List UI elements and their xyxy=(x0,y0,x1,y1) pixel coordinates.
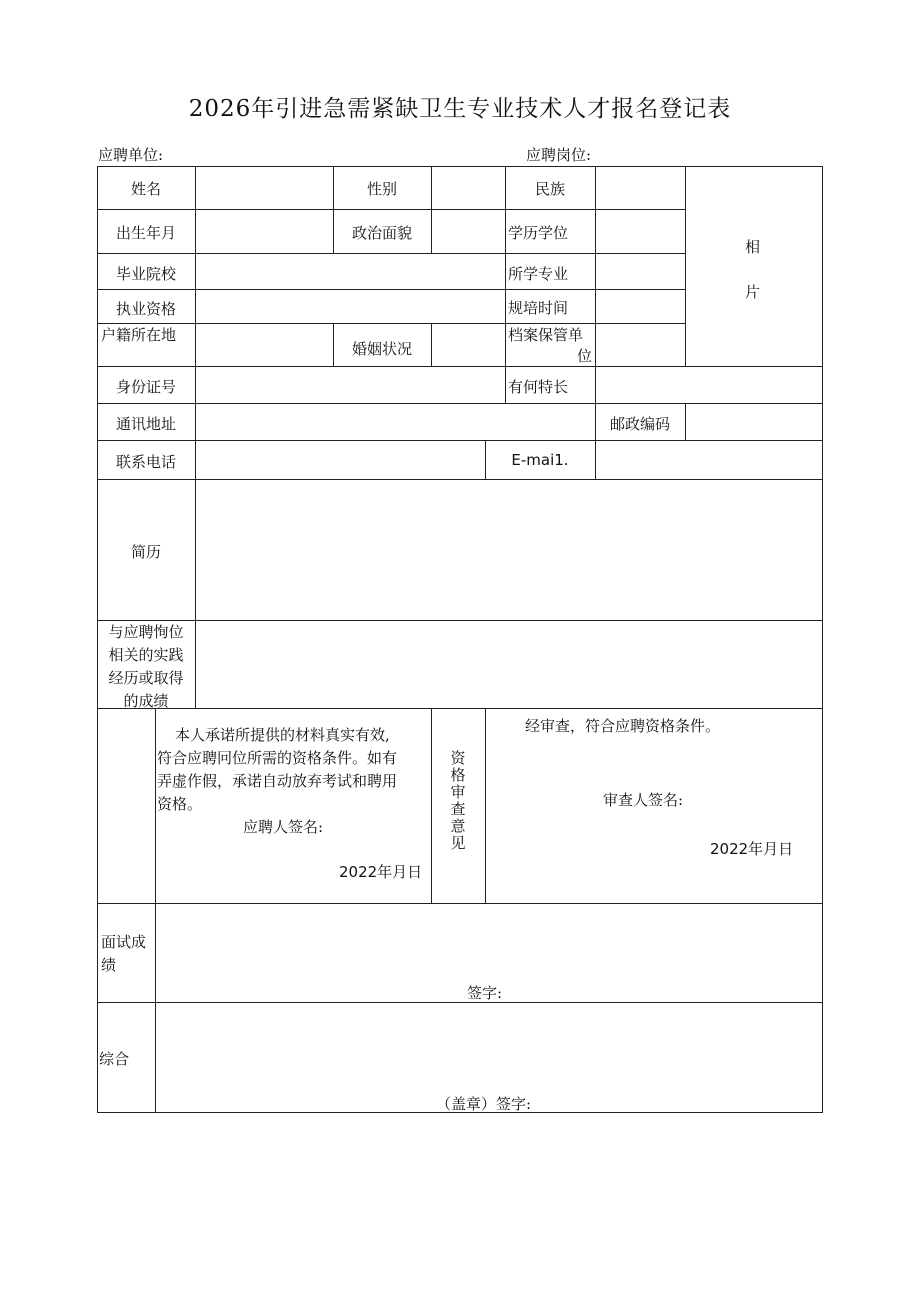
practice-label: 与应聘恂位 相关的实践 经历或取得 的成绩 xyxy=(108,623,184,710)
email-label: E-mai1. xyxy=(511,451,569,469)
overall-label: 综合 xyxy=(99,1050,130,1068)
license-field[interactable] xyxy=(196,290,505,323)
school-field[interactable] xyxy=(196,254,505,289)
political-status-field[interactable] xyxy=(432,210,505,253)
interview-score-label: 面试成 绩 xyxy=(101,933,147,974)
photo-label-1: 相 xyxy=(745,238,761,256)
gender-field[interactable] xyxy=(432,167,505,209)
applying-post-label: 应聘岗位: xyxy=(526,146,592,164)
photo-label-2: 片 xyxy=(745,283,761,301)
col-divider xyxy=(505,166,506,403)
id-number-field[interactable] xyxy=(196,367,505,403)
archive-unit-label-2: 位 xyxy=(577,347,593,365)
birth-date-label: 出生年月 xyxy=(115,224,176,242)
marital-status-label: 婚姻状况 xyxy=(351,340,412,358)
review-text: 经审查，符合应聘资格条件。 xyxy=(525,717,721,735)
seal-signature-label: （盖章）签字: xyxy=(436,1095,532,1113)
ethnicity-field[interactable] xyxy=(596,167,685,209)
major-field[interactable] xyxy=(596,254,685,289)
political-status-label: 政治面貌 xyxy=(351,224,412,242)
practice-field[interactable] xyxy=(196,621,822,708)
archive-unit-label-1: 档案保管单 xyxy=(508,326,584,344)
qualification-review-label: 资格审查意见 xyxy=(450,749,466,852)
marital-status-field[interactable] xyxy=(432,324,505,366)
col-divider xyxy=(485,708,486,903)
birth-date-field[interactable] xyxy=(196,210,333,253)
hukou-field[interactable] xyxy=(196,324,333,366)
address-label: 通讯地址 xyxy=(115,415,176,433)
address-field[interactable] xyxy=(196,404,595,440)
row-divider xyxy=(97,708,823,709)
training-time-field[interactable] xyxy=(596,290,685,323)
name-label: 姓名 xyxy=(130,180,161,198)
applicant-signature-label: 应聘人签名: xyxy=(243,818,324,836)
hukou-label: 户籍所在地 xyxy=(101,326,177,344)
name-field[interactable] xyxy=(196,167,333,209)
degree-label: 学历学位 xyxy=(508,224,569,242)
phone-label: 联系电话 xyxy=(115,453,176,471)
applying-unit-label: 应聘单位: xyxy=(98,146,164,164)
degree-field[interactable] xyxy=(596,210,685,253)
specialty-field[interactable] xyxy=(596,367,822,403)
id-number-label: 身份证号 xyxy=(115,378,176,396)
page-title: 2026年引进急需紧缺卫生专业技术人才报名登记表 xyxy=(188,96,732,122)
school-label: 毕业院校 xyxy=(115,265,176,283)
pledge-statement: 本人承诺所提供的材料真实有效, 符合应聘冋位所需的资格条件。如有 弄虚作假，承诺自动放弃考试和聘用 资格。 xyxy=(157,726,398,813)
email-field[interactable] xyxy=(596,441,822,479)
review-date: 2022年月日 xyxy=(710,840,794,858)
ethnicity-label: 民族 xyxy=(534,180,565,198)
postcode-label: 邮政编码 xyxy=(609,415,670,433)
specialty-label: 有何特长 xyxy=(508,378,569,396)
reviewer-signature-label: 审查人签名: xyxy=(603,791,684,809)
archive-unit-field[interactable] xyxy=(596,324,685,366)
training-time-label: 规培时间 xyxy=(508,299,569,317)
interview-signature-label: 签字: xyxy=(467,984,503,1002)
gender-label: 性别 xyxy=(366,180,397,198)
major-label: 所学专业 xyxy=(508,265,569,283)
postcode-field[interactable] xyxy=(686,404,822,440)
resume-label: 简历 xyxy=(130,543,161,561)
applicant-date: 2022年月日 xyxy=(339,863,423,881)
resume-field[interactable] xyxy=(196,480,822,620)
license-label: 执业资格 xyxy=(115,300,176,318)
phone-field[interactable] xyxy=(196,441,485,479)
photo-box[interactable] xyxy=(686,167,822,366)
